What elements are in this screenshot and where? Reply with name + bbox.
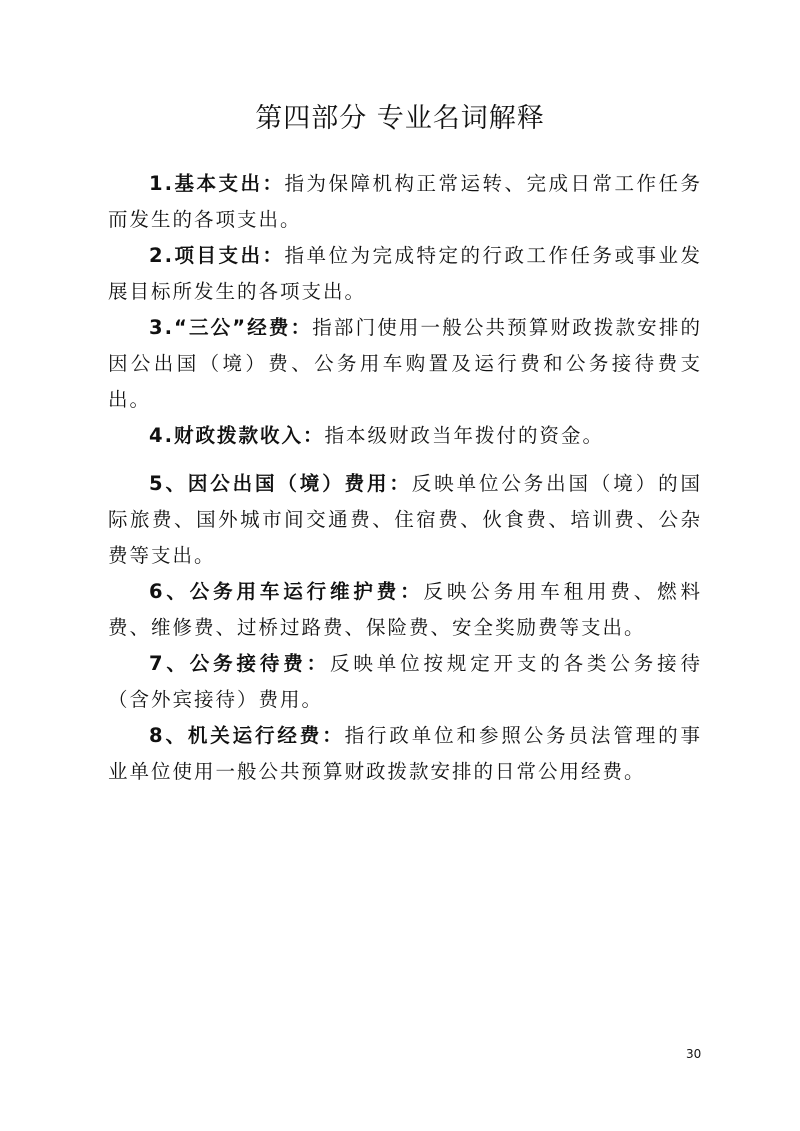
term-text: 指部门使用一般公共预算财政拨款安排的因公出国（境）费、公务用车购置及运行费和公务接待费支出。 — [108, 316, 702, 411]
page-number: 30 — [686, 1047, 702, 1061]
term-name: 8、机关运行经费： — [149, 724, 345, 747]
term-text: 指本级财政当年拨付的资金。 — [324, 424, 604, 447]
definition-overseas-travel-expenses — [108, 466, 702, 574]
term-name: 2.项目支出： — [149, 244, 285, 267]
definition-operating-expenses — [108, 718, 702, 790]
term-name: 3.“三公”经费： — [149, 316, 313, 339]
definition-three-public-expenses — [108, 310, 702, 418]
term-text: 指行政单位和参照公务员法管理的事业单位使用一般公共预算财政拨款安排的日常公用经费。 — [108, 724, 702, 783]
definition-fiscal-appropriation-income — [108, 418, 702, 454]
definition-project-expenditure — [108, 238, 702, 310]
term-text: 反映单位公务出国（境）的国际旅费、国外城市间交通费、住宿费、伙食费、培训费、公杂费等支出。 — [108, 472, 702, 567]
term-name: 5、因公出国（境）费用： — [149, 472, 412, 495]
page-title: 第四部分 专业名词解释 — [255, 103, 545, 134]
definition-official-reception-expenses — [108, 646, 702, 718]
term-name: 7、公务接待费： — [149, 652, 330, 675]
term-name: 1.基本支出： — [149, 172, 285, 195]
term-name: 6、公务用车运行维护费： — [149, 580, 424, 603]
definition-basic-expenditure — [108, 166, 702, 238]
term-text: 指单位为完成特定的行政工作任务或事业发展目标所发生的各项支出。 — [108, 244, 702, 303]
term-text: 反映单位按规定开支的各类公务接待（含外宾接待）费用。 — [108, 652, 702, 711]
definition-vehicle-maintenance-expenses — [108, 574, 702, 646]
term-text: 指为保障机构正常运转、完成日常工作任务而发生的各项支出。 — [108, 172, 702, 231]
definition-list — [108, 166, 702, 790]
term-text: 反映公务用车租用费、燃料费、维修费、过桥过路费、保险费、安全奖励费等支出。 — [108, 580, 702, 639]
term-name: 4.财政拨款收入： — [149, 424, 325, 447]
